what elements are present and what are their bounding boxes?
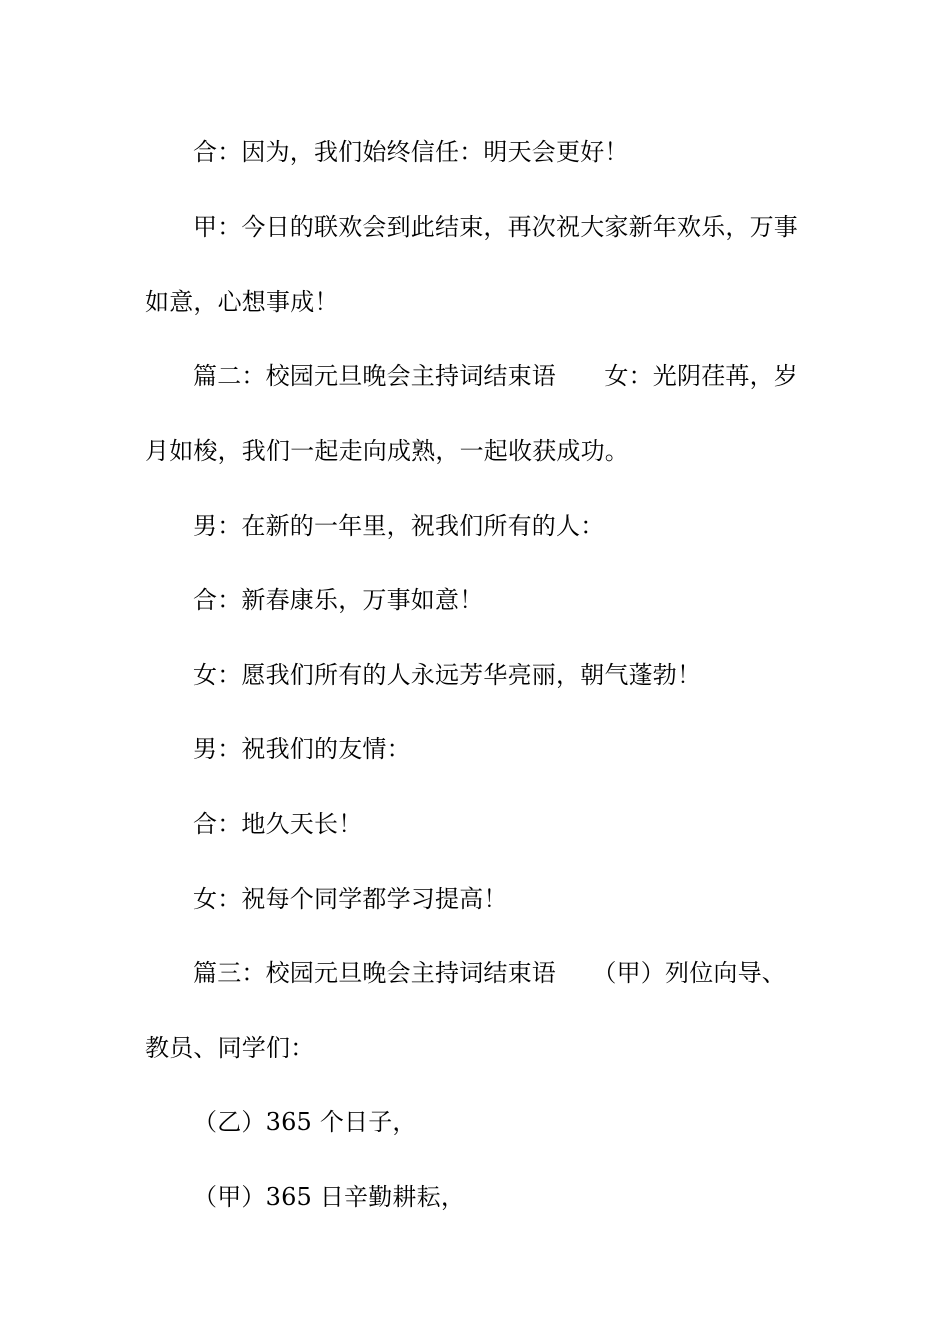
text-line: 女：祝每个同学都学习提高！ <box>193 885 508 913</box>
text-line: （乙）365 个日子， <box>193 1108 417 1136</box>
text-line: 如意，心想事成！ <box>145 288 339 316</box>
text-line: 男：在新的一年里，祝我们所有的人： <box>193 512 605 540</box>
text-line: 合：地久天长！ <box>193 810 363 838</box>
text-line: 篇三：校园元旦晚会主持词结束语 （甲）列位向导、 <box>193 959 786 987</box>
text-line: 男：祝我们的友情： <box>193 735 411 763</box>
text-line: 合：因为，我们始终信任：明天会更好！ <box>193 138 629 166</box>
text-line: 月如梭，我们一起走向成熟，一起收获成功。 <box>145 437 629 465</box>
text-line: 合：新春康乐，万事如意！ <box>193 586 484 614</box>
text-line: 教员、同学们： <box>145 1034 315 1062</box>
text-line: 篇二：校园元旦晚会主持词结束语 女：光阴荏苒，岁 <box>193 362 798 390</box>
text-line: 女：愿我们所有的人永远芳华亮丽，朝气蓬勃！ <box>193 661 702 689</box>
text-line: （甲）365 日辛勤耕耘， <box>193 1183 466 1211</box>
text-line: 甲：今日的联欢会到此结束，再次祝大家新年欢乐，万事 <box>193 213 798 241</box>
